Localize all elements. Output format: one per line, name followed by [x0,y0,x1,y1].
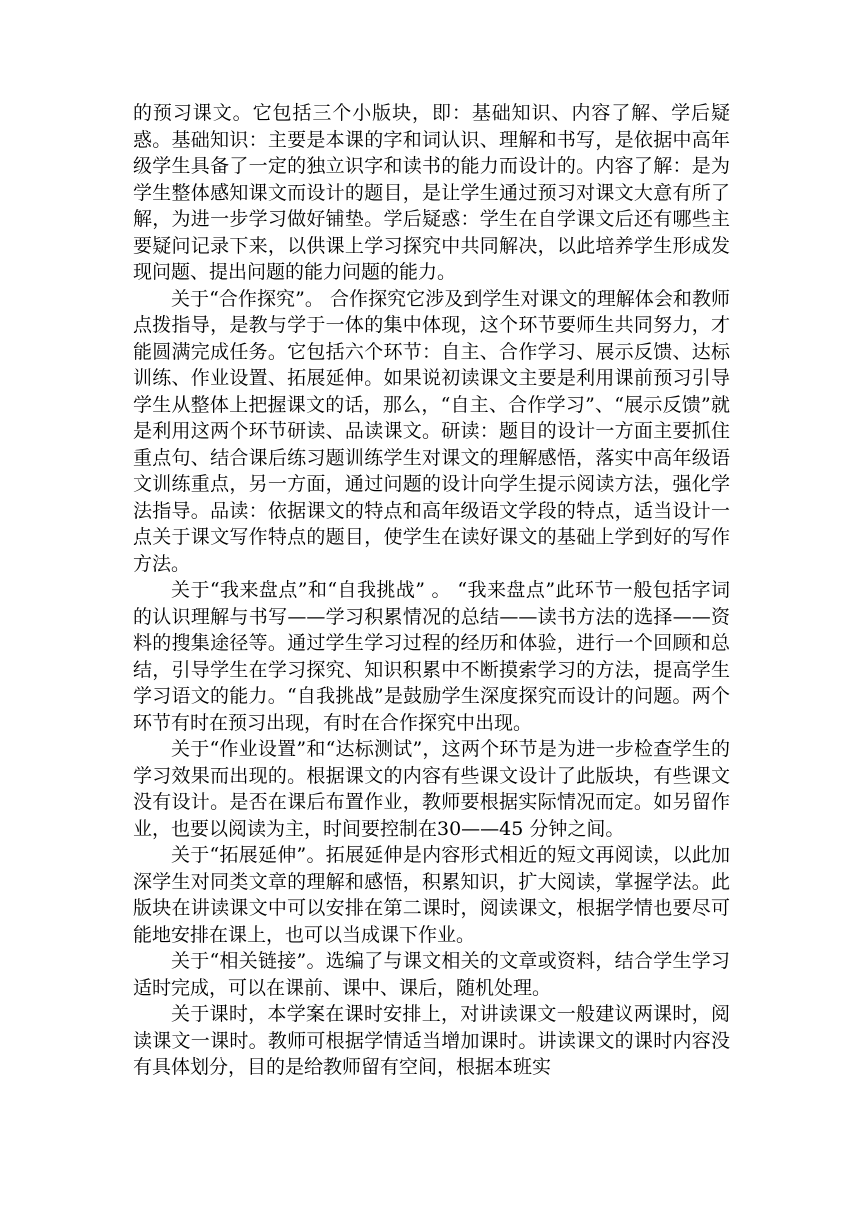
paragraph-extension: 关于“拓展延伸”。拓展延伸是内容形式相近的短文再阅读，以此加深学生对同类文章的理解和感悟，积累知识，扩大阅读，掌握学法。此版块在讲读课文中可以安排在第二课时，阅读课文，根据学情也要尽可能地安排在课上，也可以当成课下作业。 [133,844,730,946]
paragraph-related-links: 关于“相关链接”。选编了与课文相关的文章或资料，结合学生学习适时完成，可以在课前、课中、课后，随机处理。 [133,950,730,999]
paragraph-homework-test: 关于“作业设置”和“达标测试”，这两个环节是为进一步检查学生的学习效果而出现的。根据课文的内容有些课文设计了此版块，有些课文没有设计。是否在课后布置作业，教师要根据实际情况而定。如另留作业，也要以阅读为主，时间要控制在30——45 分钟之间。 [133,738,730,840]
paragraph-class-hours: 关于课时，本学案在课时安排上，对讲读课文一般建议两课时，阅读课文一课时。教师可根据学情适当增加课时。讲读课文的课时内容没有具体划分，目的是给教师留有空间，根据本班实 [133,1003,730,1078]
paragraph-preview-continuation: 的预习课文。它包括三个小版块，即：基础知识、内容了解、学后疑惑。基础知识：主要是本课的字和词认识、理解和书写，是依据中高年级学生具备了一定的独立识字和读书的能力而设计的。内容了解：是为学生整体感知课文而设计的题目，是让学生通过预习对课文大意有所了解，为进一步学习做好铺垫。学后疑惑：学生在自学课文后还有哪些主要疑问记录下来，以供课上学习探究中共同解决，以此培养学生形成发现问题、提出问题的能力问题的能力。 [133,102,730,283]
document-page [133,100,730,1081]
paragraph-inventory-challenge: 关于“我来盘点”和“自我挑战” 。 “我来盘点”此环节一般包括字词的认识理解与书写——学习积累情况的总结——读书方法的选择——资料的搜集途径等。通过学生学习过程的经历和体验，进行一个回顾和总结，引导学生在学习探究、知识积累中不断摸索学习的方法，提高学生学习语文的能力。“自我挑战”是鼓励学生深度探究而设计的问题。两个环节有时在预习出现，有时在合作探究中出现。 [133,579,730,734]
paragraph-cooperative-inquiry: 关于“合作探究”。 合作探究它涉及到学生对课文的理解体会和教师点拨指导，是教与学于一体的集中体现，这个环节要师生共同努力，才能圆满完成任务。它包括六个环节：自主、合作学习、展示反馈、达标训练、作业设置、拓展延伸。如果说初读课文主要是利用课前预习引导学生从整体上把握课文的话，那么，“自主、合作学习”、“展示反馈”就是利用这两个环节研读、品读课文。研读：题目的设计一方面主要抓住重点句、结合课后练习题训练学生对课文的理解感悟，落实中高年级语文训练重点，另一方面，通过问题的设计向学生提示阅读方法，强化学法指导。品读：依据课文的特点和高年级语文学段的特点，适当设计一点关于课文写作特点的题目，使学生在读好课文的基础上学到好的写作方法。 [133,287,730,575]
